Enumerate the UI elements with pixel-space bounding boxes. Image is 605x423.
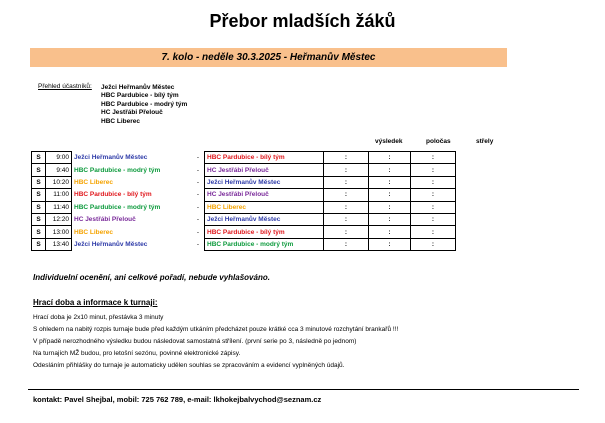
rules-line: V případě nerozhodného výsledku budou následovat samostatná střílení. (první serie po 3, následně po jednom) <box>33 338 357 345</box>
home-team: Ježci Heřmanův Městec <box>72 238 193 250</box>
result-cell: : <box>324 213 369 225</box>
match-dash: - <box>196 228 200 236</box>
match-day: S <box>32 238 46 250</box>
match-day: S <box>32 226 46 238</box>
rules-line: S ohledem na nabitý rozpis turnaje bude před každým utkáním předcházet pouze krátké cca 3 minutové rozchytání brankařů !!! <box>33 326 399 333</box>
shots-cell: : <box>411 164 456 176</box>
participant-item: HC Jestřábi Přelouč <box>101 109 163 117</box>
match-dash: - <box>196 154 200 162</box>
shots-cell: : <box>411 213 456 225</box>
away-team: Ježci Heřmanův Městec <box>205 176 324 188</box>
match-time: 9:40 <box>46 164 72 176</box>
rules-line: Na turnajích MŽ budou, pro letošní sezónu, povinné elektronické zápisy. <box>33 350 241 357</box>
participant-item: HBC Liberec <box>101 117 141 125</box>
halftime-cell: : <box>369 238 411 250</box>
header-shots: střely <box>476 138 494 145</box>
home-team: HBC Liberec <box>72 176 193 188</box>
home-team: HC Jestřábi Přelouč <box>72 213 193 225</box>
page-title: Přebor mladších žáků <box>209 11 396 31</box>
away-team: HC Jestřábi Přelouč <box>205 164 324 176</box>
match-dash: - <box>196 191 200 199</box>
result-cell: : <box>324 176 369 188</box>
match-dash: - <box>196 240 200 248</box>
match-time: 12:20 <box>46 213 72 225</box>
result-cell: : <box>324 226 369 238</box>
away-team: HC Jestřábi Přelouč <box>205 189 324 201</box>
header-result: výsledek <box>375 138 403 145</box>
participants-list <box>101 84 187 126</box>
home-team: Ježci Heřmanův Městec <box>72 152 193 164</box>
match-day: S <box>32 213 46 225</box>
match-day: S <box>32 176 46 188</box>
shots-cell: : <box>411 238 456 250</box>
header-halftime: poločas <box>426 138 451 145</box>
halftime-cell: : <box>369 176 411 188</box>
match-dash: - <box>196 203 200 211</box>
schedule-row <box>32 189 456 201</box>
rules-list <box>33 312 398 372</box>
result-cell: : <box>324 164 369 176</box>
home-team: HBC Liberec <box>72 226 193 238</box>
home-team: HBC Pardubice - modrý tým <box>72 164 193 176</box>
schedule-row <box>32 238 456 250</box>
match-time: 11:00 <box>46 189 72 201</box>
away-team: Ježci Heřmanův Městec <box>205 213 324 225</box>
schedule-row <box>32 176 456 188</box>
schedule-table <box>31 151 456 251</box>
contact-divider <box>28 389 579 390</box>
match-time: 9:00 <box>46 152 72 164</box>
result-cell: : <box>324 201 369 213</box>
schedule-row <box>32 164 456 176</box>
home-team: HBC Pardubice - bílý tým <box>72 189 193 201</box>
rules-line: Odesláním přihlášky do turnaje je automaticky udělen souhlas se zpracováním a evidencí vyplněných údajů. <box>33 362 345 369</box>
shots-cell: : <box>411 226 456 238</box>
halftime-cell: : <box>369 226 411 238</box>
result-cell: : <box>324 152 369 164</box>
participants-label: Přehled účastníků: <box>38 83 92 90</box>
away-team: HBC Pardubice - bílý tým <box>205 226 324 238</box>
schedule-row <box>32 201 456 213</box>
rules-line: Hrací doba je 2x10 minut, přestávka 3 minuty <box>33 314 164 321</box>
shots-cell: : <box>411 201 456 213</box>
contact-info: kontakt: Pavel Shejbal, mobil: 725 762 789, e-mail: lkhokejbalvychod@seznam.cz <box>33 395 322 404</box>
schedule-row <box>32 213 456 225</box>
match-dash: - <box>196 178 200 186</box>
rules-heading: Hrací doba a informace k turnaji: <box>33 298 158 307</box>
away-team: HBC Liberec <box>205 201 324 213</box>
participant-item: HBC Pardubice - bílý tým <box>101 92 179 100</box>
away-team: HBC Pardubice - bílý tým <box>205 152 324 164</box>
home-team: HBC Pardubice - modrý tým <box>72 201 193 213</box>
match-time: 13:00 <box>46 226 72 238</box>
event-banner: 7. kolo - neděle 30.3.2025 - Heřmanův Městec <box>30 48 507 67</box>
match-day: S <box>32 201 46 213</box>
match-day: S <box>32 189 46 201</box>
halftime-cell: : <box>369 213 411 225</box>
match-dash: - <box>196 216 200 224</box>
halftime-cell: : <box>369 201 411 213</box>
match-day: S <box>32 164 46 176</box>
shots-cell: : <box>411 152 456 164</box>
result-cell: : <box>324 238 369 250</box>
match-time: 11:40 <box>46 201 72 213</box>
match-time: 10:20 <box>46 176 72 188</box>
match-dash: - <box>196 166 200 174</box>
shots-cell: : <box>411 176 456 188</box>
participant-item: HBC Pardubice - modrý tým <box>101 100 188 108</box>
halftime-cell: : <box>369 189 411 201</box>
match-time: 13:40 <box>46 238 72 250</box>
away-team: HBC Pardubice - modrý tým <box>205 238 324 250</box>
schedule-row <box>32 152 456 164</box>
halftime-cell: : <box>369 152 411 164</box>
halftime-cell: : <box>369 164 411 176</box>
schedule-row <box>32 226 456 238</box>
participant-item: Ježci Heřmanův Městec <box>101 84 175 91</box>
shots-cell: : <box>411 189 456 201</box>
awards-note: Individuelní ocenění, ani celkové pořadí, nebude vyhlašováno. <box>33 273 270 282</box>
match-day: S <box>32 152 46 164</box>
result-cell: : <box>324 189 369 201</box>
